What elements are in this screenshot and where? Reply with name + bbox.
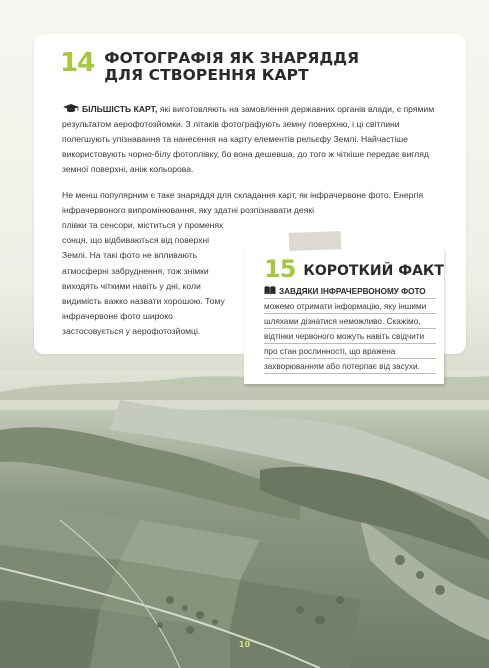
paragraph-infrared-intro: Не менш популярним є таке знаряддя для складання карт, як інфрачервоне фото. Енергія інфрачервоного випромінювання, яку здатні розпізнавати деякі (62, 190, 424, 215)
page-number: 10 (238, 640, 251, 649)
fact-title: КОРОТКИЙ ФАКТ (303, 263, 444, 279)
short-fact-note (244, 248, 444, 384)
note-tape (289, 231, 342, 251)
section-heading (60, 48, 384, 84)
section-title (104, 50, 384, 84)
book-icon (264, 286, 276, 295)
intro-text: які виготовляють на замовлення державних органів влади, є прямим результатом аерофотозйомки. З літаків фотографують земну поверхню, і ці світлини полегшують упізнавання та нанесення на карту елементів рельєфу Землі. Найчастіше використовують чорно-білу фотоплівку, бо вона дешевша, до того ж чіткіше передає вигляд земної поверхні, аніж кольорова. (62, 104, 435, 174)
graduation-cap-icon (62, 104, 80, 113)
fact-heading (264, 256, 444, 282)
paragraph-infrared-detail: плівки та сенсори, міститься у променях сонця, що відбиваються від поверхні Землі. На такі фото не впливають атмосферні забруднення, тож знімки виходять чіткими навіть у дні, коли видимість важко назвати хорошою. Тому інфрачервоне фото широко застосовується у аерофотозйомці. (62, 220, 225, 337)
section-title-line1: ФОТОГРАФІЯ ЯК ЗНАРЯДДЯ (104, 49, 360, 67)
intro-paragraph (62, 102, 446, 177)
fact-text: можемо отримати інформацію, яку іншими шляхами дізнатися неможливо. Скажімо, відтінки червоного можуть навіть свідчити про стан рослинності, що вражена захворюванням або потерпає від засухи. (264, 302, 427, 371)
fact-body (264, 284, 436, 374)
section-title-line2: ДЛЯ СТВОРЕННЯ КАРТ (104, 66, 309, 84)
intro-lead: БІЛЬШІСТЬ КАРТ, (82, 104, 158, 114)
fact-number: 15 (264, 255, 296, 283)
section-number: 14 (60, 48, 95, 78)
fact-lead: ЗАВДЯКИ ІНФРАЧЕРВОНОМУ ФОТО (279, 287, 426, 296)
